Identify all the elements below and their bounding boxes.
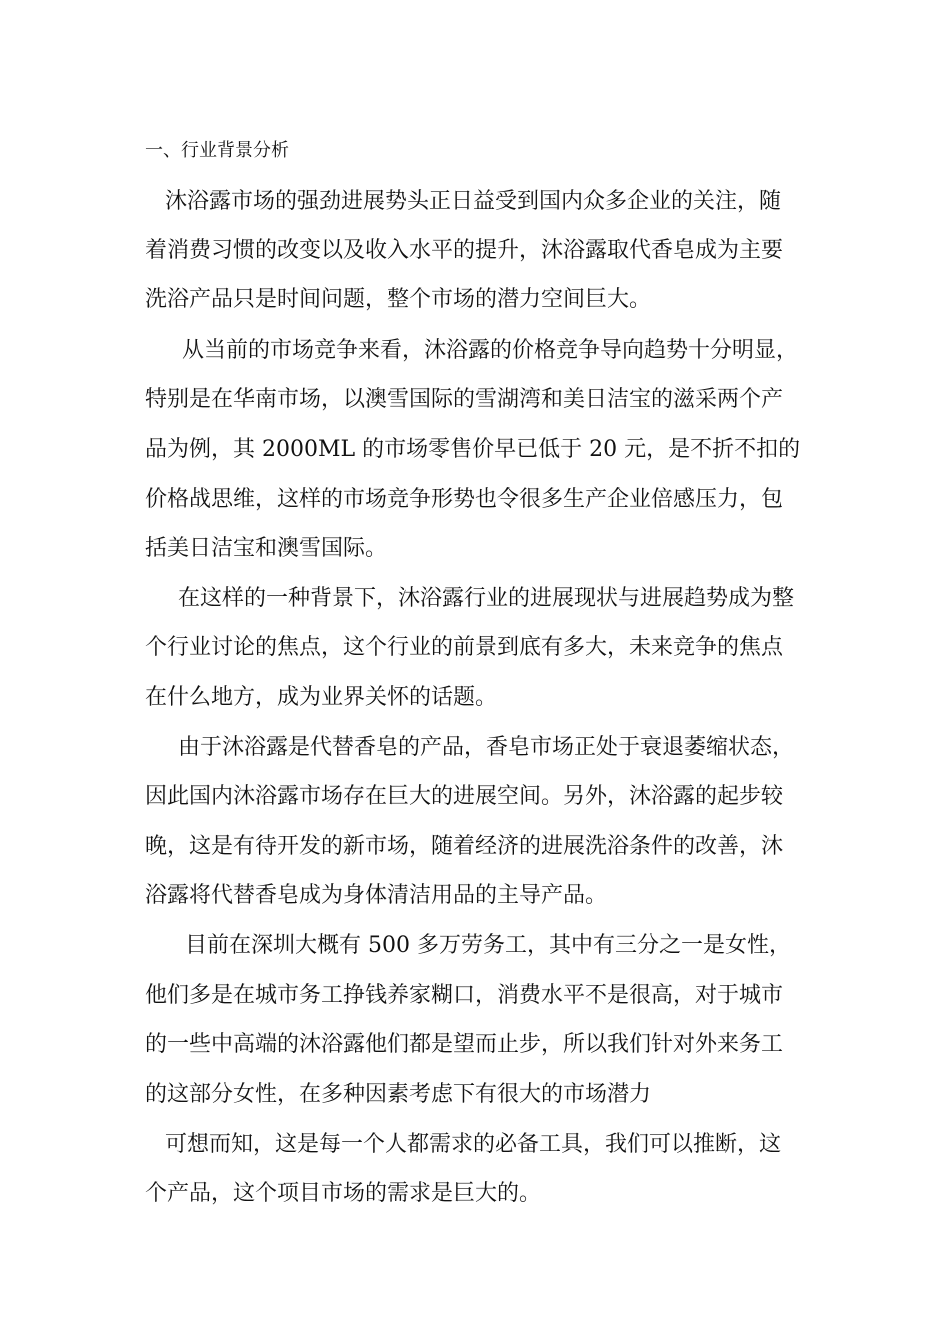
paragraph-5-line-2: 他们多是在城市务工挣钱养家糊口，消费水平不是很高，对于城市 [145,983,784,1008]
paragraph-6-line-2: 个产品，这个项目市场的需求是巨大的。 [145,1181,542,1206]
section-heading: 一、行业背景分析 [145,140,289,161]
paragraph-1-line-3: 洗浴产品只是时间问题，整个市场的潜力空间巨大。 [145,287,652,312]
paragraph-5-line-4: 的这部分女性，在多种因素考虑下有很大的市场潜力 [145,1082,652,1107]
paragraph-4-line-4: 浴露将代替香皂成为身体清洁用品的主导产品。 [145,883,608,908]
paragraph-1-line-1: 沐浴露市场的强劲进展势头正日益受到国内众多企业的关注，随 [165,189,782,214]
paragraph-4-line-2: 因此国内沐浴露市场存在巨大的进展空间。另外，沐浴露的起步较 [145,784,784,809]
paragraph-1-line-2: 着消费习惯的改变以及收入水平的提升，沐浴露取代香皂成为主要 [145,238,784,263]
paragraph-2-line-4: 价格战思维，这样的市场竞争形势也令很多生产企业倍感压力，包 [145,487,784,512]
paragraph-3-line-1: 在这样的一种背景下，沐浴露行业的进展现状与进展趋势成为整 [178,586,795,611]
paragraph-3-line-2: 个行业讨论的焦点，这个行业的前景到底有多大，未来竞争的焦点 [145,635,784,660]
paragraph-6-line-1: 可想而知，这是每一个人都需求的必备工具，我们可以推断，这 [165,1132,782,1157]
paragraph-2-line-5: 括美日洁宝和澳雪国际。 [145,536,388,561]
paragraph-3-line-3: 在什么地方，成为业界关怀的话题。 [145,685,498,710]
paragraph-5-line-3: 的一些中高端的沐浴露他们都是望而止步，所以我们针对外来务工 [145,1032,784,1057]
paragraph-4-line-1: 由于沐浴露是代替香皂的产品，香皂市场正处于衰退萎缩状态， [178,735,795,760]
paragraph-2-line-2: 特别是在华南市场，以澳雪国际的雪湖湾和美日洁宝的滋采两个产 [145,387,784,412]
paragraph-4-line-3: 晚，这是有待开发的新市场，随着经济的进展洗浴条件的改善，沐 [145,834,784,859]
paragraph-2-line-1: 从当前的市场竞争来看，沐浴露的价格竞争导向趋势十分明显， [182,338,799,363]
paragraph-5-line-1: 目前在深圳大概有 500 多万劳务工，其中有三分之一是女性， [185,933,791,958]
paragraph-2-line-3: 品为例，其 2000ML 的市场零售价早已低于 20 元，是不折不扣的 [145,437,801,462]
